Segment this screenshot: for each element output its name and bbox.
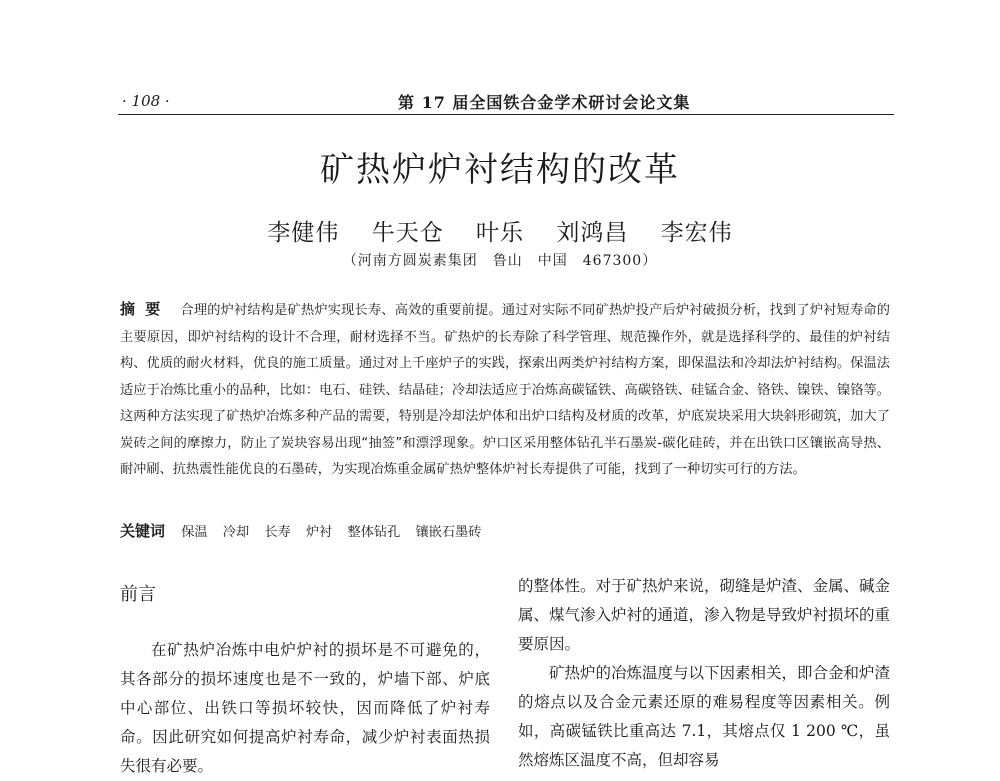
keyword: 保温 <box>181 525 208 540</box>
keywords-label: 关键词 <box>120 522 166 540</box>
author: 牛天仓 <box>371 220 444 246</box>
journal-title: 第 17 届全国铁合金学术研讨会论文集 <box>398 93 691 112</box>
keyword: 冷却 <box>222 525 250 540</box>
left-column <box>120 572 490 781</box>
abstract-label: 摘要 <box>120 300 171 318</box>
body-paragraph: 在矿热炉冶炼中电炉炉衬的损坏是不可避免的，其各部分的损坏速度也是不一致的，炉墙下部、炉底中心部位、出铁口等损坏较快，因而降低了炉衬寿命。因此研究如何提高炉衬寿命，减少炉衬表面热损失很有必要。 <box>120 641 490 775</box>
paper-title: 矿热炉炉衬结构的改革 <box>320 150 680 190</box>
page-number: · 108 · <box>122 92 170 110</box>
author: 李宏伟 <box>660 220 733 246</box>
keyword: 长寿 <box>264 525 291 540</box>
author: 叶乐 <box>476 220 524 246</box>
keyword: 整体钻孔 <box>347 525 401 540</box>
section-heading: 前言 <box>120 584 156 605</box>
author: 刘鸿昌 <box>556 220 629 246</box>
body-paragraph: 的整体性。对于矿热炉来说，砌缝是炉渣、金属、碱金属、煤气渗入炉衬的通道，渗入物是导致炉衬损坏的重要原因。 <box>518 577 891 653</box>
keywords <box>120 520 890 541</box>
body-paragraph: 矿热炉的冶炼温度与以下因素相关，即合金和炉渣的熔点以及合金元素还原的难易程度等因素相关。例如，高碳锰铁比重高达 7.1，其熔点仅 1 200 ℃，虽然熔炼区温度不高，但却容易 <box>518 664 891 769</box>
abstract-text: 合理的炉衬结构是矿热炉实现长寿、高效的重要前提。通过对实际不同矿热炉投产后炉衬破损分析，找到了炉衬短寿命的主要原因，即炉衬结构的设计不合理，耐材选择不当。矿热炉的长寿除了科学管理、规范操作外，就是选择科学的、最佳的炉衬结构、优质的耐火材料，优良的施工质量。通过对上千座炉子的实践，探索出两类炉衬结构方案，即保温法和冷却法炉衬结构。保温法适应于冶炼比重小的品种，比如：电石、硅铁、结晶硅；冷却法适应于冶炼高碳锰铁、高碳铬铁、硅锰合金、铬铁、镍铁、镍铬等。这两种方法实现了矿热炉冶炼多种产品的需要，特别是冷却法炉体和出炉口结构及材质的改革，炉底炭块采用大块斜形砌筑，加大了炭砖之间的摩擦力，防止了炭块容易出现“抽签”和漂浮现象。炉口区采用整体钻孔半石墨炭-碳化硅砖，并在出铁口区镶嵌高导热、耐冲刷、抗热震性能优良的石墨砖，为实现冶炼重金属矿热炉整体炉衬长寿提供了可能，找到了一种切实可行的方法。 <box>120 303 890 477</box>
keyword: 炉衬 <box>305 525 333 540</box>
affiliation: （河南方圆炭素集团 鲁山 中国 467300） <box>342 253 658 269</box>
author: 李健伟 <box>267 220 340 246</box>
abstract <box>120 296 890 484</box>
keyword: 镶嵌石墨砖 <box>415 525 482 540</box>
running-header <box>118 90 894 115</box>
author-list <box>0 214 1000 247</box>
right-column <box>518 572 890 775</box>
